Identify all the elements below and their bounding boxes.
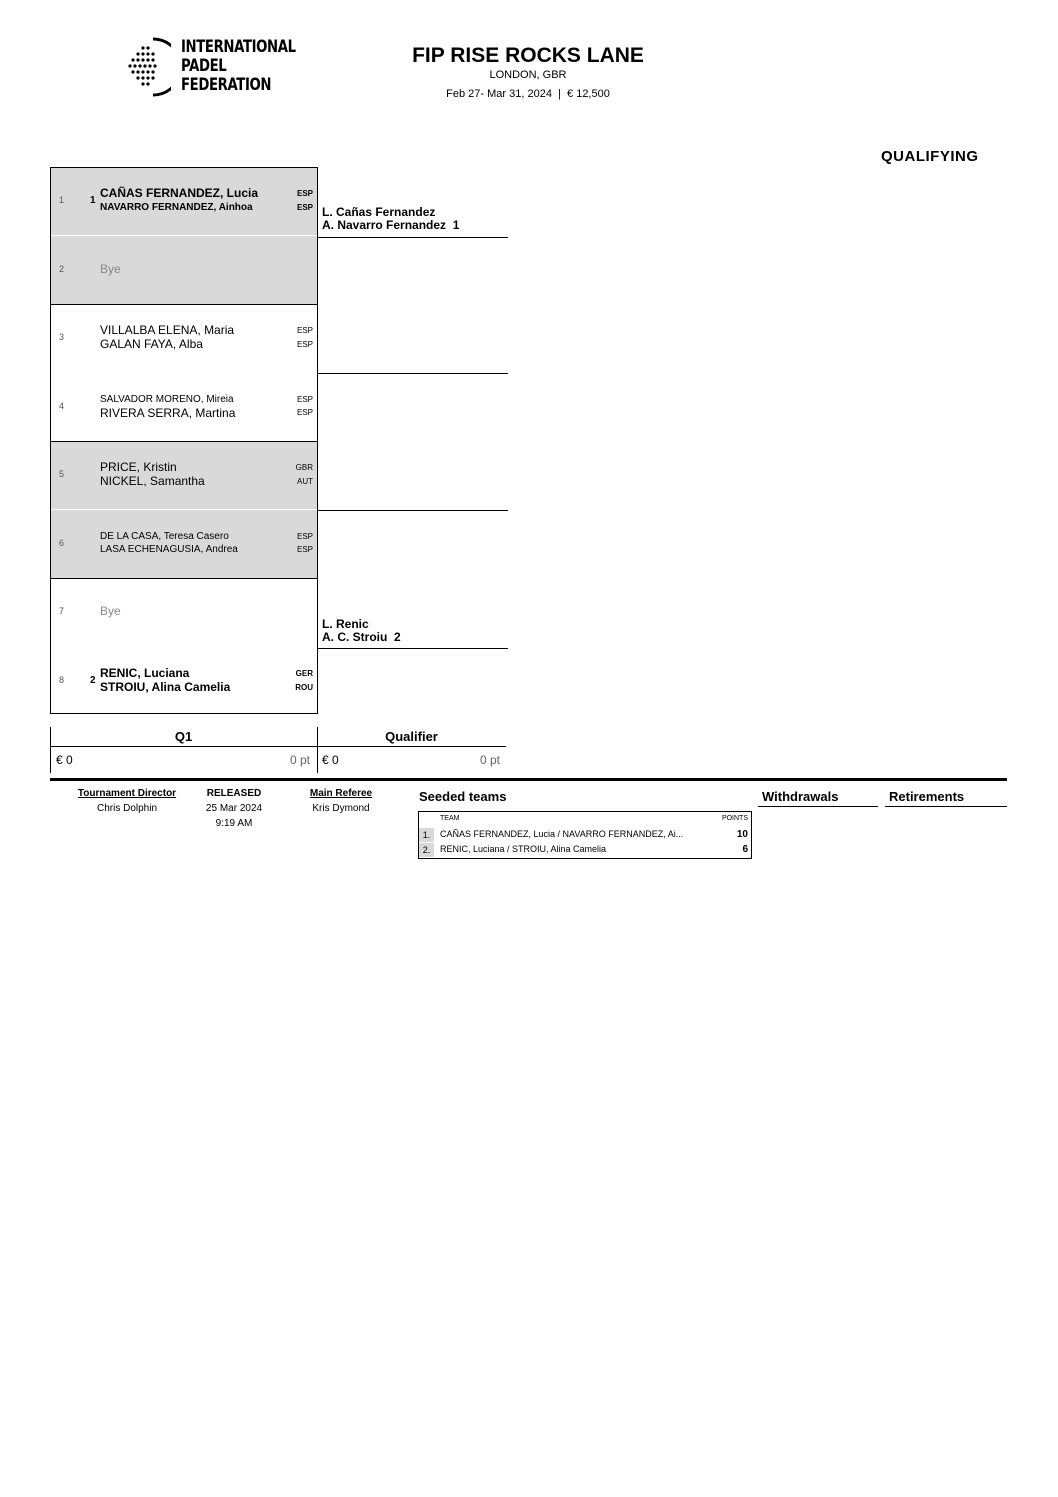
player-name: VILLALBA ELENA, Maria: [100, 323, 235, 337]
player-name: LASA ECHENAGUSIA, Andrea: [100, 544, 238, 555]
round-divider: [50, 746, 506, 747]
slot-number: 8: [59, 675, 65, 685]
player-country: AUT: [297, 477, 313, 486]
seed-index: 2.: [419, 843, 434, 857]
withdrawals-title: Withdrawals: [762, 789, 839, 804]
player-name: PRICE, Kristin: [100, 460, 177, 474]
seeded-team-row: [419, 843, 751, 857]
slot-number: 6: [59, 538, 65, 548]
tournament-location: LONDON, GBR: [489, 69, 567, 81]
player-country: ESP: [296, 203, 313, 212]
team-column-header: TEAM: [440, 815, 460, 822]
bracket-line: [318, 373, 508, 374]
slot-number: 7: [59, 606, 65, 616]
result-line: A. Navarro Fernandez 1: [322, 218, 460, 232]
seed-index: 1.: [419, 828, 434, 842]
player-country: ESP: [296, 408, 313, 417]
round-name: Qualifier: [385, 729, 438, 744]
seeded-teams-title: Seeded teams: [419, 789, 507, 804]
draw-border: [50, 167, 318, 168]
bye-label: Bye: [100, 604, 121, 618]
player-name: RIVERA SERRA, Martina: [100, 406, 236, 420]
player-name: RENIC, Luciana: [100, 666, 190, 680]
player-name: GALAN FAYA, Alba: [100, 337, 203, 351]
draw-section-title: QUALIFYING: [881, 148, 979, 165]
player-country: ESP: [296, 326, 313, 335]
player-country: ESP: [296, 395, 313, 404]
director-label: Tournament Director: [77, 788, 177, 799]
referee-label: Main Referee: [309, 788, 373, 799]
player-name: SALVADOR MORENO, Mireia: [100, 394, 234, 405]
draw-border: [50, 578, 318, 579]
seeded-teams-table: [418, 811, 752, 859]
referee-name: Kris Dymond: [312, 803, 370, 814]
player-country: ESP: [296, 340, 313, 349]
result-line: L. Cañas Fernandez: [322, 205, 436, 219]
draw-slot: [50, 578, 317, 646]
player-name: NAVARRO FERNANDEZ, Ainhoa: [100, 202, 253, 213]
seed-number: 1: [90, 195, 96, 206]
draw-slot: [50, 304, 317, 372]
round-points: 0 pt: [289, 753, 310, 767]
round-prize: € 0: [56, 753, 73, 767]
match-result: [322, 618, 401, 644]
points-column-header: POINTS: [721, 815, 748, 822]
round-prize: € 0: [322, 753, 339, 767]
seeded-team-points: 6: [742, 844, 748, 855]
player-name: NICKEL, Samantha: [100, 474, 205, 488]
draw-slot: [50, 647, 317, 715]
draw-slot: [50, 236, 317, 304]
draw-border: [50, 713, 318, 714]
match-result: [322, 206, 459, 232]
retirements-title: Retirements: [889, 789, 965, 804]
player-name: STROIU, Alina Camelia: [100, 680, 231, 694]
slot-number: 1: [59, 195, 65, 205]
seeded-team-name: RENIC, Luciana / STROIU, Alina Camelia: [440, 844, 607, 854]
retirements-underline: [885, 806, 1007, 807]
round-points: 0 pt: [479, 753, 500, 767]
slot-number: 4: [59, 401, 65, 411]
bracket-line: [318, 510, 508, 511]
player-name: DE LA CASA, Teresa Casero: [100, 531, 229, 542]
section-separator: [50, 778, 1007, 781]
padel-ball-icon: [127, 36, 171, 98]
seed-number: 2: [90, 675, 96, 686]
tournament-title: FIP RISE ROCKS LANE: [412, 44, 644, 67]
seeded-team-row: [419, 828, 751, 842]
round-name: Q1: [174, 729, 193, 744]
bye-label: Bye: [100, 262, 121, 276]
player-country: ESP: [296, 532, 313, 541]
player-country: ROU: [295, 683, 313, 692]
draw-slot: [50, 441, 317, 509]
logo-wordmark: INTERNATIONAL PADEL FEDERATION: [181, 37, 296, 95]
draw-border: [50, 304, 318, 305]
slot-number: 2: [59, 264, 65, 274]
withdrawals-underline: [758, 806, 878, 807]
seeded-team-name: CAÑAS FERNANDEZ, Lucia / NAVARRO FERNANDEZ, Ai...: [440, 829, 684, 839]
slot-number: 5: [59, 469, 65, 479]
player-country: GBR: [295, 463, 313, 472]
released-time: 9:19 AM: [215, 818, 253, 829]
director-name: Chris Dolphin: [96, 803, 158, 814]
bracket-line: [318, 648, 508, 649]
bracket-line: [318, 237, 508, 238]
player-name: CAÑAS FERNANDEZ, Lucia: [100, 186, 259, 200]
result-line: L. Renic: [322, 617, 369, 631]
result-line: A. C. Stroiu 2: [322, 630, 401, 644]
seeded-team-points: 10: [736, 829, 748, 840]
slot-number: 3: [59, 332, 65, 342]
fip-logo: [127, 36, 297, 100]
draw-slot: [50, 510, 317, 578]
draw-slot: [50, 167, 317, 235]
player-country: GER: [295, 669, 313, 678]
draw-border: [50, 441, 318, 442]
draw-slot: [50, 373, 317, 441]
tournament-dates-prize: Feb 27- Mar 31, 2024 | € 12,500: [446, 88, 610, 100]
player-country: ESP: [296, 545, 313, 554]
released-date: 25 Mar 2024: [205, 803, 263, 814]
player-country: ESP: [296, 189, 313, 198]
released-label: RELEASED: [206, 788, 262, 799]
